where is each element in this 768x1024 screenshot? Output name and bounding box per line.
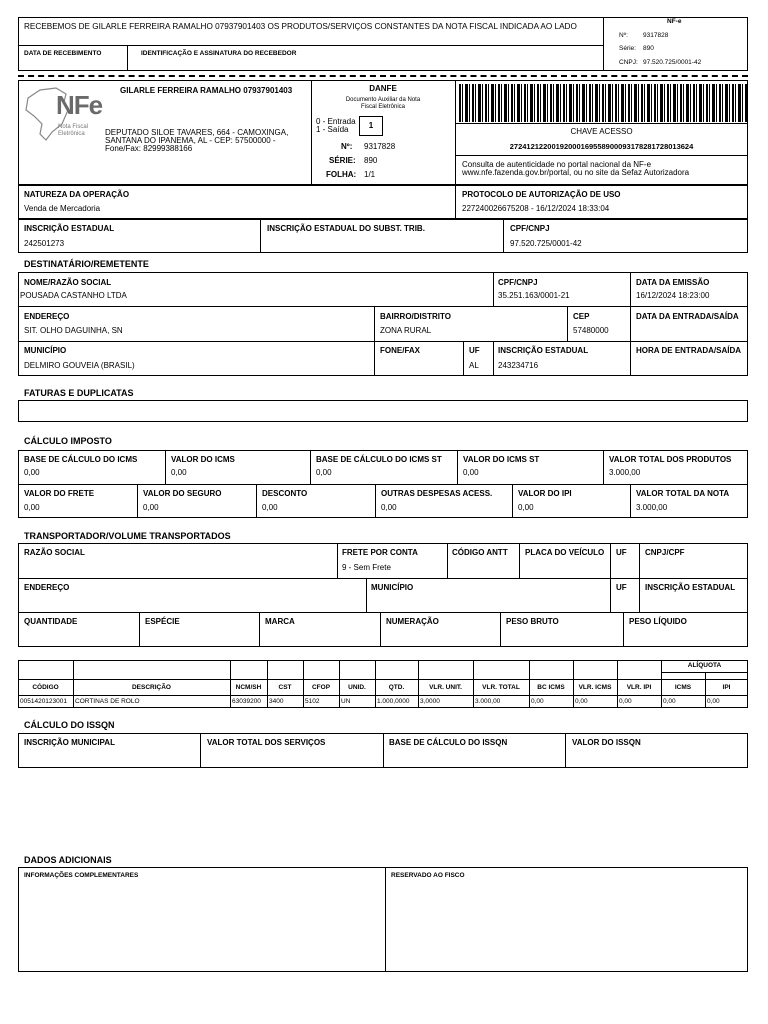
cut-line — [18, 75, 748, 77]
cell-vlr-icms: 0,00 — [575, 698, 588, 705]
divider — [512, 484, 513, 518]
total-nota-label: VALOR TOTAL DA NOTA — [636, 489, 730, 498]
issqn-section: CÁLCULO DO ISSQN — [24, 720, 115, 730]
dest-endereco-label: ENDEREÇO — [24, 312, 70, 321]
divider — [259, 612, 260, 647]
cell-vlr-total: 3.000,00 — [475, 698, 501, 705]
dest-cnpj: 35.251.163/0001-21 — [498, 291, 570, 300]
canhoto-serie-label: Série: — [619, 45, 636, 52]
dest-uf-label: UF — [469, 346, 480, 355]
dest-municipio: DELMIRO GOUVEIA (BRASIL) — [24, 361, 135, 370]
issqn-inscricao-label: INSCRIÇÃO MUNICIPAL — [24, 738, 115, 747]
transp-frete: 9 - Sem Frete — [342, 563, 391, 572]
col-header: CFOP — [311, 684, 331, 691]
col-header: VLR. UNIT. — [429, 684, 462, 691]
danfe-subtitle2: Fiscal Eletrônica — [360, 104, 405, 110]
bc-icms-label: BASE DE CÁLCULO DO ICMS — [24, 455, 138, 464]
divider — [18, 341, 748, 342]
col-header: QTD. — [388, 684, 405, 691]
cell-qtd: 1.000,0000 — [377, 698, 410, 705]
danfe-serie-label: SÉRIE: — [329, 156, 356, 165]
transp-antt-label: CÓDIGO ANTT — [452, 548, 508, 557]
divider — [603, 450, 604, 484]
dest-hora-label: HORA DE ENTRADA/SAÍDA — [636, 346, 742, 355]
bc-icms-value: 0,00 — [24, 468, 40, 477]
destinatario-section: DESTINATÁRIO/REMETENTE — [24, 259, 149, 269]
seguro-value: 0,00 — [143, 503, 159, 512]
dest-cep: 57480000 — [573, 326, 609, 335]
danfe-folha-label: FOLHA: — [326, 170, 357, 179]
divider — [165, 450, 166, 484]
danfe-saida: 1 - Saída — [316, 125, 349, 134]
divider — [375, 484, 376, 518]
transp-municipio-label: MUNICÍPIO — [371, 583, 414, 592]
cell-aliq-icms: 0,00 — [663, 698, 676, 705]
cell-ncm: 63039200 — [232, 698, 261, 705]
divider — [639, 543, 640, 612]
total-nota-value: 3.000,00 — [636, 503, 668, 512]
divider — [455, 155, 748, 156]
transp-razao-label: RAZÃO SOCIAL — [24, 548, 85, 557]
col-header: ICMS — [674, 684, 692, 691]
divider — [455, 185, 456, 219]
issqn-servicos-label: VALOR TOTAL DOS SERVIÇOS — [207, 738, 326, 747]
transp-especie-label: ESPÉCIE — [145, 617, 180, 626]
col-header: NCM/SH — [235, 684, 262, 691]
outras-despesas-label: OUTRAS DESPESAS ACESS. — [381, 489, 493, 498]
divider — [457, 450, 458, 484]
col-header: CST — [278, 684, 292, 691]
divider — [200, 733, 201, 768]
bc-icms-st-label: BASE DE CÁLCULO DO ICMS ST — [316, 455, 442, 464]
desconto-value: 0,00 — [262, 503, 278, 512]
divider — [565, 733, 566, 768]
dest-fone-label: FONE/FAX — [380, 346, 421, 355]
cell-vlr-ipi: 0,00 — [619, 698, 632, 705]
col-header: BC ICMS — [537, 684, 565, 691]
valor-ipi-label: VALOR DO IPI — [518, 489, 572, 498]
nfe-logo-sub2: Eletrônica — [58, 131, 85, 137]
cell-cfop: 5102 — [305, 698, 320, 705]
valor-icms-value: 0,00 — [171, 468, 187, 477]
emitente-cnpj-label: CPF/CNPJ — [510, 224, 550, 233]
chave-value: 27241212200192000169558900093178281728013624 — [509, 142, 694, 151]
total-produtos-value: 3.000,00 — [609, 468, 641, 477]
divider — [310, 450, 311, 484]
danfe-folha: 1/1 — [364, 170, 376, 179]
frete-label: VALOR DO FRETE — [24, 489, 95, 498]
dest-ie-label: INSCRIÇÃO ESTADUAL — [498, 346, 589, 355]
dest-nome-label: NOME/RAZÃO SOCIAL — [24, 278, 112, 287]
recebemos-text: RECEBEMOS DE GILARLE FERREIRA RAMALHO 07937901403 OS PRODUTOS/SERVIÇOS CONSTANTES DA NOTA FISCAL INDICADA AO LADO — [24, 22, 577, 31]
col-header: VLR. IPI — [626, 684, 652, 691]
divider — [447, 543, 448, 578]
chave-consulta1: Consulta de autenticidade no portal nacional da NF-e — [462, 160, 652, 169]
divider — [366, 578, 367, 612]
col-header: CÓDIGO — [32, 684, 59, 691]
transportador-section: TRANSPORTADOR/VOLUME TRANSPORTADOS — [24, 531, 231, 541]
aliquota-header: ALÍQUOTA — [687, 662, 722, 669]
identificacao-label: IDENTIFICAÇÃO E ASSINATURA DO RECEBEDOR — [141, 50, 297, 57]
divider — [256, 484, 257, 518]
dest-emissao-label: DATA DA EMISSÃO — [636, 278, 710, 287]
data-recebimento-label: DATA DE RECEBIMENTO — [24, 50, 102, 57]
divider — [500, 612, 501, 647]
divider — [18, 695, 748, 696]
dest-bairro-label: BAIRRO/DISTRITO — [380, 312, 451, 321]
transp-marca-label: MARCA — [265, 617, 295, 626]
divider — [18, 484, 748, 485]
col-header: VLR. ICMS — [578, 684, 612, 691]
divider — [337, 543, 338, 578]
divider — [137, 484, 138, 518]
divider — [455, 123, 748, 124]
dest-bairro: ZONA RURAL — [380, 326, 432, 335]
divider — [493, 341, 494, 376]
cell-descricao: CORTINAS DE ROLO — [75, 698, 140, 705]
barcode — [459, 84, 747, 122]
transp-placa-label: PLACA DO VEÍCULO — [525, 548, 605, 557]
divider — [567, 306, 568, 341]
divider — [603, 17, 604, 71]
dest-endereco: SIT. OLHO DAGUINHA, SN — [24, 326, 123, 335]
col-header: IPI — [722, 684, 731, 691]
protocolo-label: PROTOCOLO DE AUTORIZAÇÃO DE USO — [462, 190, 621, 199]
ie-label: INSCRIÇÃO ESTADUAL — [24, 224, 115, 233]
imposto-section: CÁLCULO IMPOSTO — [24, 436, 112, 446]
transp-uf2-label: UF — [616, 583, 627, 592]
transp-ie-label: INSCRIÇÃO ESTADUAL — [645, 583, 736, 592]
dest-cep-label: CEP — [573, 312, 590, 321]
ie-value: 242501273 — [24, 239, 65, 248]
iest-label: INSCRIÇÃO ESTADUAL DO SUBST. TRIB. — [267, 224, 425, 233]
valor-icms-st-value: 0,00 — [463, 468, 479, 477]
divider — [630, 484, 631, 518]
dest-municipio-label: MUNICÍPIO — [24, 346, 67, 355]
divider — [385, 867, 386, 972]
chave-label: CHAVE ACESSO — [570, 127, 633, 136]
valor-icms-st-label: VALOR DO ICMS ST — [463, 455, 540, 464]
adicionais-section: DADOS ADICIONAIS — [24, 855, 112, 865]
dest-cnpj-label: CPF/CNPJ — [498, 278, 538, 287]
danfe-numero: 9317828 — [364, 142, 396, 151]
total-produtos-label: VALOR TOTAL DOS PRODUTOS — [609, 455, 732, 464]
danfe-numero-label: Nº: — [341, 142, 353, 151]
dest-nome: POUSADA CASTANHO LTDA — [20, 291, 127, 300]
chave-consulta2: www.nfe.fazenda.gov.br/portal, ou no site da Sefaz Autorizadora — [462, 168, 690, 177]
canhoto-serie: 890 — [643, 45, 654, 52]
cell-codigo: 0051420123001 — [20, 698, 67, 705]
transp-endereco-label: ENDEREÇO — [24, 583, 70, 592]
col-header: VLR. TOTAL — [482, 684, 520, 691]
info-complementares-label: INFORMAÇÕES COMPLEMENTARES — [24, 872, 139, 879]
transp-numeracao-label: NUMERAÇÃO — [386, 617, 439, 626]
danfe-serie: 890 — [364, 156, 378, 165]
emitente-fone: Fone/Fax: 82999388166 — [105, 144, 193, 153]
cell-vlr-unit: 3,0000 — [420, 698, 440, 705]
dest-ie: 243234716 — [498, 361, 539, 370]
canhoto-numero-label: Nº: — [619, 32, 628, 39]
transp-frete-label: FRETE POR CONTA — [342, 548, 418, 557]
dest-entrada-label: DATA DA ENTRADA/SAÍDA — [636, 312, 739, 321]
divider — [463, 341, 464, 376]
danfe-tipo: 1 — [368, 121, 374, 130]
col-header: UNID. — [348, 684, 366, 691]
transp-uf-label: UF — [616, 548, 627, 557]
divider — [380, 612, 381, 647]
divider — [260, 219, 261, 253]
emitente-nome: GILARLE FERREIRA RAMALHO 07937901403 — [120, 86, 293, 95]
canhoto-cnpj-label: CNPJ: — [619, 59, 638, 66]
danfe-entrada: 0 - Entrada — [316, 117, 356, 126]
divider — [18, 45, 603, 46]
emitente-endereco1: DEPUTADO SILOE TAVARES, 664 - CAMOXINGA, — [105, 128, 289, 137]
cell-cst: 3400 — [269, 698, 284, 705]
canhoto-numero: 9317828 — [643, 32, 669, 39]
natureza-value: Venda de Mercadoria — [24, 204, 101, 213]
reservado-fisco-label: RESERVADO AO FISCO — [391, 872, 465, 879]
issqn-valor-label: VALOR DO ISSQN — [572, 738, 641, 747]
seguro-label: VALOR DO SEGURO — [143, 489, 222, 498]
issqn-base-label: BASE DE CÁLCULO DO ISSQN — [389, 738, 508, 747]
outras-despesas-value: 0,00 — [381, 503, 397, 512]
divider — [18, 612, 748, 613]
cell-bc-icms: 0,00 — [531, 698, 544, 705]
nfe-label: NF-e — [667, 18, 682, 25]
divider — [630, 272, 631, 376]
faturas-box — [18, 400, 748, 422]
protocolo-value: 227240026675208 - 16/12/2024 18:33:04 — [462, 204, 610, 213]
dest-uf: AL — [469, 361, 479, 370]
transp-peso-liquido-label: PESO LÍQUIDO — [629, 617, 687, 626]
danfe-subtitle1: Documento Auxiliar da Nota — [345, 97, 421, 103]
nfe-logo — [22, 84, 102, 142]
divider — [383, 733, 384, 768]
faturas-section: FATURAS E DUPLICATAS — [24, 388, 134, 398]
cell-unid: UN — [341, 698, 351, 705]
bc-icms-st-value: 0,00 — [316, 468, 332, 477]
cell-aliq-ipi: 0,00 — [707, 698, 720, 705]
dest-emissao: 16/12/2024 18:23:00 — [636, 291, 710, 300]
divider — [374, 306, 375, 376]
divider — [127, 45, 128, 71]
divider — [493, 272, 494, 306]
transp-peso-bruto-label: PESO BRUTO — [506, 617, 559, 626]
danfe-title: DANFE — [369, 84, 397, 93]
natureza-label: NATUREZA DA OPERAÇÃO — [24, 190, 130, 199]
valor-ipi-value: 0,00 — [518, 503, 534, 512]
transp-quantidade-label: QUANTIDADE — [24, 617, 78, 626]
emitente-endereco2: SANTANA DO IPANEMA, AL - CEP: 57500000 - — [105, 136, 276, 145]
emitente-cnpj-value: 97.520.725/0001-42 — [510, 239, 582, 248]
divider — [18, 306, 748, 307]
frete-value: 0,00 — [24, 503, 40, 512]
transp-cnpj-label: CNPJ/CPF — [645, 548, 685, 557]
col-header: DESCRIÇÃO — [131, 684, 171, 691]
divider — [18, 679, 748, 680]
valor-icms-label: VALOR DO ICMS — [171, 455, 235, 464]
divider — [610, 543, 611, 612]
divider — [503, 219, 504, 253]
nfe-logo-sub1: Nota Fiscal — [58, 124, 89, 130]
adicionais-box — [18, 867, 748, 972]
nfe-logo-text: NFe — [56, 90, 103, 120]
divider — [519, 543, 520, 578]
divider — [139, 612, 140, 647]
desconto-label: DESCONTO — [262, 489, 308, 498]
divider — [311, 80, 312, 185]
canhoto-cnpj: 97.520.725/0001-42 — [643, 59, 702, 66]
divider — [623, 612, 624, 647]
